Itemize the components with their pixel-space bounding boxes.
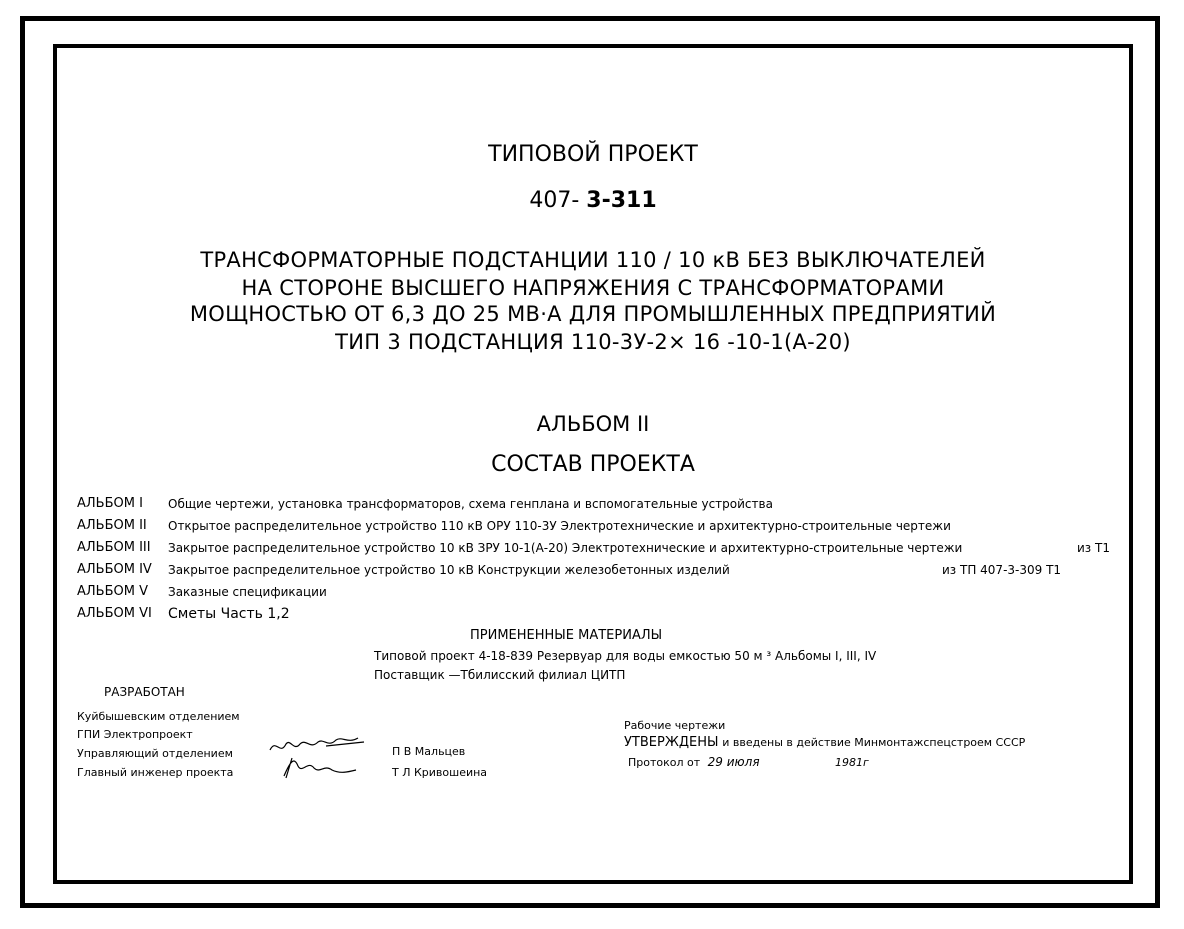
album-desc: Закрытое распределительное устройство 10 кВ Конструкции железобетонных изделий [168,563,730,577]
materials-line-1: Типовой проект 4-18-839 Резервуар для воды емкостью 50 м ³ Альбомы I, III, IV [374,649,877,663]
contents-title: СОСТАВ ПРОЕКТА [491,452,695,477]
approval-approved: УТВЕРЖДЕНЫ [624,735,719,750]
materials-heading: ПРИМЕНЕННЫЕ МАТЕРИАЛЫ [470,628,663,643]
signature-2-icon [280,752,360,782]
developer-heading: РАЗРАБОТАН [104,685,185,699]
developer-line: ГПИ Электропроект [77,728,193,741]
developer-name: П В Мальцев [392,745,466,758]
subject-line-3: МОЩНОСТЬЮ ОТ 6,3 ДО 25 МВ·А ДЛЯ ПРОМЫШЛЕННЫХ ПРЕДПРИЯТИЙ [189,302,997,326]
album-ref: из ТП 407-3-309 Т1 [942,563,1062,577]
approval-date: 29 июля [707,755,760,769]
approval-line-1: Рабочие чертежи [624,719,726,732]
approval-line-3 [628,755,869,769]
album-desc: Закрытое распределительное устройство 10 кВ ЗРУ 10-1(А-20) Электротехнические и архитектурно-строительные чертежи [168,541,963,555]
subject-line-2: НА СТОРОНЕ ВЫСШЕГО НАПРЯЖЕНИЯ С ТРАНСФОРМАТОРАМИ [241,276,945,300]
approval-year: 1981г [835,756,869,769]
developer-line: Управляющий отделением [77,747,233,760]
album-label: АЛЬБОМ VI [77,606,152,621]
album-label: АЛЬБОМ II [77,518,147,533]
developer-line: Куйбышевским отделением [77,710,240,723]
project-number-bold: 3-311 [586,188,657,213]
album-label: АЛЬБОМ III [77,540,151,555]
album-desc: Общие чертежи, установка трансформаторов, схема генплана и вспомогательные устройства [168,497,773,511]
project-number [53,188,1133,213]
project-number-prefix: 407- [529,188,580,213]
materials-line-2: Поставщик —Тбилисский филиал ЦИТП [374,668,626,682]
album-desc: Сметы Часть 1,2 [168,606,290,622]
album-desc: Открытое распределительное устройство 110 кВ ОРУ 110-3У Электротехнические и архитектурно-строительные чертежи [168,519,951,533]
album-label: АЛЬБОМ I [77,496,143,511]
album-title: АЛЬБОМ II [536,412,650,436]
album-label: АЛЬБОМ IV [77,562,152,577]
approval-rest: и введены в действие Минмонтажспецстроем СССР [722,736,1026,749]
subject-line-1: ТРАНСФОРМАТОРНЫЕ ПОДСТАНЦИИ 110 / 10 кВ БЕЗ ВЫКЛЮЧАТЕЛЕЙ [200,248,986,272]
approval-protocol: Протокол от [628,756,701,769]
developer-line: Главный инженер проекта [77,766,234,779]
subject-line-4: ТИП 3 ПОДСТАНЦИЯ 110-3У-2× 16 -10-1(А-20) [335,330,851,354]
developer-name: Т Л Кривошеина [392,766,488,779]
album-ref: из Т1 [1077,541,1110,555]
album-desc: Заказные спецификации [168,585,327,599]
album-label: АЛЬБОМ V [77,584,148,599]
doc-title: ТИПОВОЙ ПРОЕКТ [488,142,698,167]
approval-line-2 [624,735,1025,750]
